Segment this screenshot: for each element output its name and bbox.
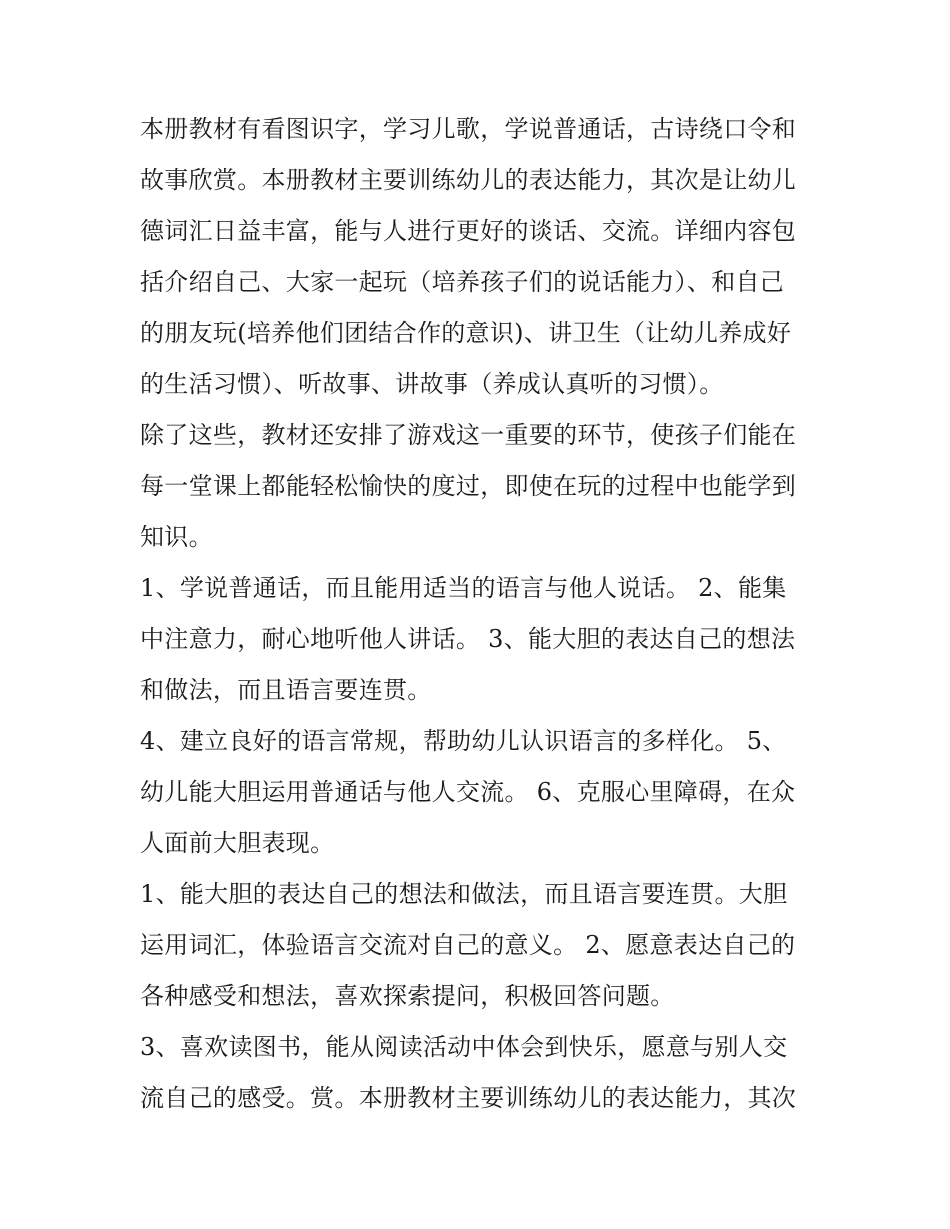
text-line: 和做法，而且语言要连贯。: [140, 676, 432, 704]
text-line: 括介绍自己、大家一起玩（培养孩子们的说话能力）、和自己: [140, 268, 785, 296]
text-line: 故事欣赏。本册教材主要训练幼儿的表达能力，其次是让幼儿: [140, 166, 797, 194]
text-line: 4、建立良好的语言常规，帮助幼儿认识语言的多样化。 5、: [140, 727, 787, 755]
text-line: 的朋友玩(培养他们团结合作的意识)、讲卫生（让幼儿养成好: [140, 319, 792, 347]
text-line: 中注意力，耐心地听他人讲话。 3、能大胆的表达自己的想法: [140, 625, 796, 653]
document-body: [140, 104, 830, 1124]
text-line: 本册教材有看图识字，学习儿歌，学说普通话，古诗绕口令和: [140, 115, 797, 143]
text-line: 运用词汇，体验语言交流对自己的意义。 2、愿意表达自己的: [140, 931, 796, 959]
text-line: 除了这些，教材还安排了游戏这一重要的环节，使孩子们能在: [140, 421, 797, 449]
text-line: 知识。: [140, 523, 213, 551]
text-line: 1、学说普通话，而且能用适当的语言与他人说话。 2、能集: [140, 574, 787, 602]
text-line: 流自己的感受。赏。本册教材主要训练幼儿的表达能力，其次: [140, 1084, 797, 1112]
text-line: 人面前大胆表现。: [140, 829, 335, 857]
text-line: 各种感受和想法，喜欢探索提问，积极回答问题。: [140, 982, 675, 1010]
text-line: 的生活习惯）、听故事、讲故事（养成认真听的习惯）。: [140, 370, 724, 398]
text-line: 幼儿能大胆运用普通话与他人交流。 6、克服心里障碍，在众: [140, 778, 796, 806]
text-line: 1、能大胆的表达自己的想法和做法，而且语言要连贯。大胆: [140, 880, 788, 908]
text-line: 3、喜欢读图书，能从阅读活动中体会到快乐，愿意与别人交: [140, 1033, 788, 1061]
text-line: 德词汇日益丰富，能与人进行更好的谈话、交流。详细内容包: [140, 217, 797, 245]
text-line: 每一堂课上都能轻松愉快的度过，即使在玩的过程中也能学到: [140, 472, 797, 500]
